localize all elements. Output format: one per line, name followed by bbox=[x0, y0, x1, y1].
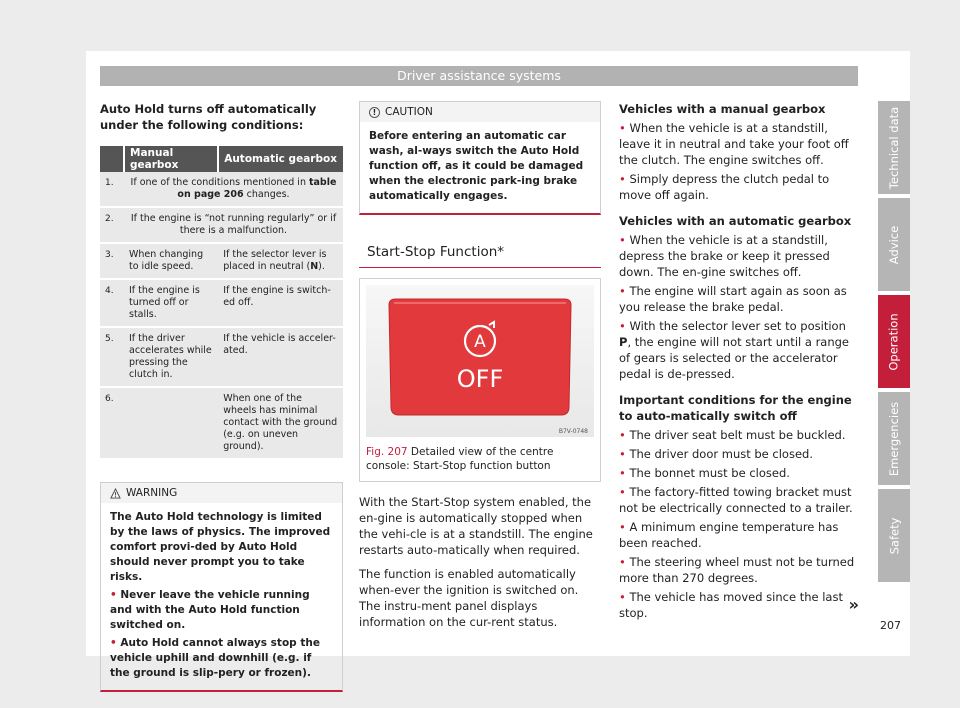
page-number: 207 bbox=[880, 619, 901, 632]
table-cell: If the engine is switch-ed off. bbox=[218, 279, 343, 327]
figure-caption-text: Detailed view of the centre console: Start-Stop function button bbox=[366, 446, 554, 472]
button-label: OFF bbox=[456, 365, 504, 393]
table-row bbox=[100, 327, 343, 387]
table-header-manual: Manual gearbox bbox=[124, 146, 218, 172]
cell-text: If the selector lever is placed in neutral ( bbox=[223, 249, 327, 272]
warning-text: The Auto Hold technology is limited by the laws of physics. The improved comfort provi-ded by Auto Hold should never prompt you to take risks. bbox=[110, 511, 331, 583]
bullet-bold: P bbox=[619, 335, 628, 349]
caution-title: CAUTION bbox=[385, 106, 433, 118]
table-row bbox=[100, 387, 343, 459]
table-cell: If the vehicle is acceler-ated. bbox=[218, 327, 343, 387]
row-number: 2. bbox=[100, 207, 124, 243]
bullet-text: The vehicle has moved since the last stop. bbox=[619, 590, 843, 620]
button-symbol: A bbox=[474, 332, 486, 352]
auto-hold-intro: Auto Hold turns off automatically under the following conditions: bbox=[100, 102, 317, 132]
table-row bbox=[100, 207, 343, 243]
tab-label: Operation bbox=[887, 312, 902, 371]
paragraph: The function is enabled automatically when-ever the ignition is switched on. The instru-ment panel displays information on the cur-rent status. bbox=[359, 567, 579, 629]
subheading-conditions: Important conditions for the engine to auto-matically switch off bbox=[619, 393, 852, 423]
bullet-text: Auto Hold cannot always stop the vehicle uphill and downhill (e.g. if the ground is slip-pery or frozen). bbox=[110, 637, 320, 679]
warning-body bbox=[101, 503, 342, 690]
caution-box bbox=[359, 101, 601, 215]
list-item bbox=[619, 519, 859, 551]
table-row bbox=[100, 172, 343, 207]
warning-box bbox=[100, 482, 343, 692]
bullet-icon: • bbox=[619, 485, 626, 499]
list-item bbox=[619, 484, 859, 516]
table-cell bbox=[218, 243, 343, 279]
bullet-icon: • bbox=[619, 447, 626, 461]
list-item bbox=[619, 171, 859, 203]
list-item bbox=[619, 465, 859, 481]
list-item bbox=[619, 589, 859, 621]
warning-header bbox=[101, 483, 342, 503]
figure-caption bbox=[366, 445, 594, 473]
bullet-text: The steering wheel must not be turned more than 270 degrees. bbox=[619, 555, 855, 585]
list-item bbox=[110, 636, 333, 681]
table-cell bbox=[124, 172, 343, 207]
column-right bbox=[619, 101, 859, 620]
bullet-icon: • bbox=[619, 590, 626, 604]
bullet-icon: • bbox=[619, 172, 626, 186]
continue-arrow-icon: » bbox=[848, 595, 859, 614]
chapter-side-tabs bbox=[878, 101, 910, 586]
list-item bbox=[619, 232, 859, 280]
tab-label: Safety bbox=[887, 517, 902, 554]
tab-safety[interactable] bbox=[878, 489, 910, 582]
table-header-num bbox=[100, 146, 124, 172]
table-row bbox=[100, 279, 343, 327]
table-header-automatic: Automatic gearbox bbox=[218, 146, 343, 172]
tab-label: Advice bbox=[887, 225, 901, 264]
table-cell: If the engine is “not running regularly” or if there is a malfunction. bbox=[124, 207, 343, 243]
bullet-text: , the engine will not start until a range of gears is selected or the accelerator pedal is de-pressed. bbox=[619, 335, 850, 381]
row-number: 5. bbox=[100, 327, 124, 387]
bullet-icon: • bbox=[619, 520, 626, 534]
bullet-text: When the vehicle is at a standstill, leave it in neutral and take your foot off the clutch. The engine switches off. bbox=[619, 121, 849, 167]
bullet-text: The factory-fitted towing bracket must not be electrically connected to a trailer. bbox=[619, 485, 853, 515]
list-item bbox=[619, 318, 859, 382]
bullet-icon: • bbox=[110, 637, 117, 649]
tab-operation[interactable] bbox=[878, 295, 910, 388]
bullet-text: The engine will start again as soon as you release the brake pedal. bbox=[619, 284, 847, 314]
caution-header bbox=[360, 102, 600, 122]
paragraph: With the Start-Stop system enabled, the en-gine is automatically stopped when the vehi-cle is at a standstill. The engine restarts auto-matically when required. bbox=[359, 495, 593, 557]
bullet-icon: • bbox=[619, 233, 626, 247]
bullet-icon: • bbox=[619, 428, 626, 442]
table-cell: If the driver accelerates while pressing the clutch in. bbox=[124, 327, 218, 387]
table-cell bbox=[124, 387, 218, 459]
table-cell: When changing to idle speed. bbox=[124, 243, 218, 279]
cell-text: If one of the conditions mentioned in bbox=[130, 177, 309, 188]
list-item bbox=[619, 554, 859, 586]
section-title: Start-Stop Function* bbox=[359, 243, 601, 268]
list-item bbox=[110, 588, 333, 633]
row-number: 4. bbox=[100, 279, 124, 327]
bullet-text: Simply depress the clutch pedal to move off again. bbox=[619, 172, 830, 202]
warning-title: WARNING bbox=[126, 487, 178, 499]
figure-code: B7V-0748 bbox=[558, 428, 588, 435]
bullet-icon: • bbox=[619, 121, 626, 135]
start-stop-button-image bbox=[366, 285, 594, 437]
table-row bbox=[100, 243, 343, 279]
list-item bbox=[619, 446, 859, 462]
bullet-icon: • bbox=[110, 589, 117, 601]
subheading-automatic: Vehicles with an automatic gearbox bbox=[619, 214, 852, 228]
row-number: 1. bbox=[100, 172, 124, 207]
cell-bold: N bbox=[310, 261, 319, 272]
auto-hold-conditions-table bbox=[100, 146, 343, 460]
bullet-text: A minimum engine temperature has been reached. bbox=[619, 520, 839, 550]
list-item bbox=[619, 120, 859, 168]
tab-label: Emergencies bbox=[887, 401, 902, 476]
cell-text: ). bbox=[318, 261, 325, 272]
table-cell: When one of the wheels has minimal contact with the ground (e.g. on uneven ground). bbox=[218, 387, 343, 459]
bullet-icon: • bbox=[619, 284, 626, 298]
row-number: 6. bbox=[100, 387, 124, 459]
column-middle bbox=[359, 101, 601, 630]
table-cell: If the engine is turned off or stalls. bbox=[124, 279, 218, 327]
figure-207 bbox=[359, 278, 601, 482]
bullet-text: With the selector lever set to position bbox=[629, 319, 846, 333]
table-reference-link[interactable]: table on page 206 bbox=[177, 177, 337, 200]
bullet-text: The driver door must be closed. bbox=[629, 447, 813, 461]
figure-number: Fig. 207 bbox=[366, 446, 408, 458]
caution-text: Before entering an automatic car wash, al-ways switch the Auto Hold function off, as it could be damaged when the electronic park-ing brake automatically engages. bbox=[369, 130, 584, 202]
start-stop-button-illustration bbox=[366, 285, 594, 437]
bullet-icon: • bbox=[619, 319, 626, 333]
list-item bbox=[619, 283, 859, 315]
caution-circle-icon: ! bbox=[369, 107, 380, 118]
bullet-text: The driver seat belt must be buckled. bbox=[629, 428, 846, 442]
bullet-text: Never leave the vehicle running and with the Auto Hold function switched on. bbox=[110, 589, 310, 631]
warning-triangle-icon bbox=[110, 488, 121, 499]
tab-technical-data[interactable] bbox=[878, 101, 910, 194]
cell-text: changes. bbox=[243, 189, 290, 200]
chapter-header: Driver assistance systems bbox=[100, 66, 858, 86]
bullet-text: The bonnet must be closed. bbox=[629, 466, 790, 480]
list-item bbox=[619, 427, 859, 443]
row-number: 3. bbox=[100, 243, 124, 279]
bullet-text: When the vehicle is at a standstill, depress the brake or keep it pressed down. The en-gine switches off. bbox=[619, 233, 830, 279]
tab-emergencies[interactable] bbox=[878, 392, 910, 485]
bullet-icon: • bbox=[619, 555, 626, 569]
subheading-manual: Vehicles with a manual gearbox bbox=[619, 102, 826, 116]
column-left bbox=[100, 101, 343, 692]
tab-advice[interactable] bbox=[878, 198, 910, 291]
bullet-icon: • bbox=[619, 466, 626, 480]
tab-label: Technical data bbox=[887, 106, 901, 189]
